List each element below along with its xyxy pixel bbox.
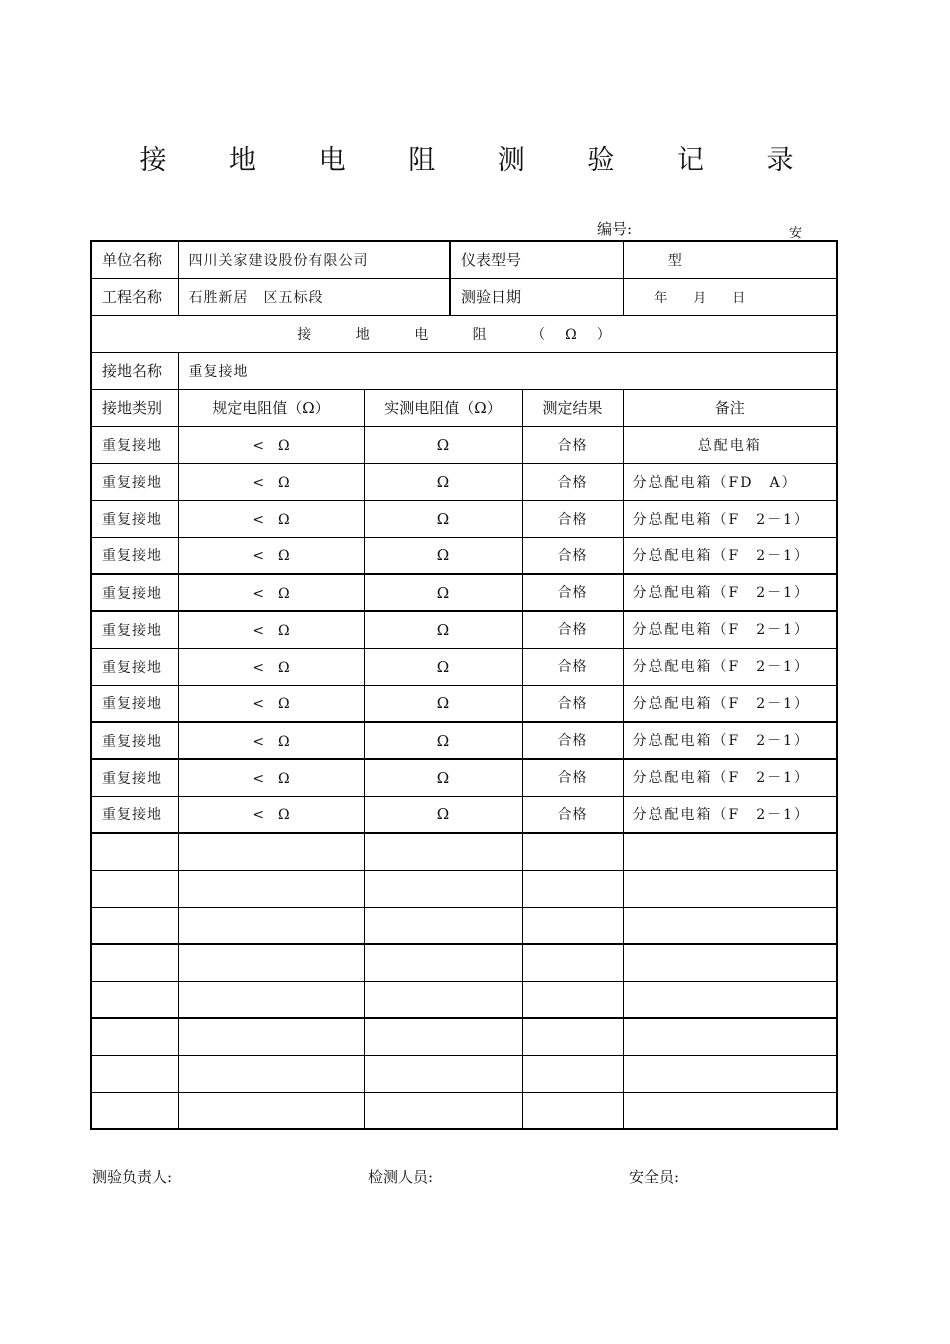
table-row	[91, 574, 837, 611]
doc-number-value: 安	[789, 226, 803, 241]
empty-cell	[623, 944, 837, 981]
empty-row	[91, 833, 837, 870]
empty-cell	[178, 944, 364, 981]
row-limit: < Ω	[178, 574, 364, 611]
page-title: 接 地 电 阻 测 验 记 录	[139, 145, 821, 176]
table-row	[91, 463, 837, 500]
col-header-measured: 实测电阻值（Ω）	[364, 389, 522, 426]
empty-cell	[623, 981, 837, 1018]
row-result: 合格	[522, 796, 623, 833]
ground-resistance-table	[90, 240, 838, 1130]
row-result: 合格	[522, 426, 623, 463]
row-result: 合格	[522, 685, 623, 722]
date-value: 年 月 日	[623, 278, 837, 315]
empty-cell	[178, 870, 364, 907]
row-result: 合格	[522, 500, 623, 537]
empty-cell	[364, 833, 522, 870]
empty-row	[91, 981, 837, 1018]
empty-cell	[91, 981, 178, 1018]
column-header-row	[91, 389, 837, 426]
row-measured: Ω	[364, 611, 522, 648]
row-limit: < Ω	[178, 537, 364, 574]
empty-cell	[91, 870, 178, 907]
empty-cell	[364, 1092, 522, 1129]
row-limit: < Ω	[178, 759, 364, 796]
empty-cell	[623, 1055, 837, 1092]
ground-name-value: 重复接地	[178, 352, 837, 389]
row-measured: Ω	[364, 500, 522, 537]
empty-row	[91, 870, 837, 907]
empty-cell	[623, 833, 837, 870]
row-result: 合格	[522, 611, 623, 648]
unit-label: 单位名称	[91, 241, 178, 278]
ground-name-row	[91, 352, 837, 389]
row-type: 重复接地	[91, 648, 178, 685]
empty-cell	[178, 907, 364, 944]
info-row-project	[91, 278, 837, 315]
empty-cell	[623, 1092, 837, 1129]
row-type: 重复接地	[91, 759, 178, 796]
row-limit: < Ω	[178, 500, 364, 537]
footer-safety: 安全员:	[629, 1168, 680, 1186]
col-header-limit: 规定电阻值（Ω）	[178, 389, 364, 426]
table-row	[91, 500, 837, 537]
empty-cell	[364, 870, 522, 907]
row-measured: Ω	[364, 537, 522, 574]
row-note: 分总配电箱（F 2－1）	[623, 648, 837, 685]
row-result: 合格	[522, 722, 623, 759]
info-row-unit	[91, 241, 837, 278]
row-result: 合格	[522, 648, 623, 685]
row-type: 重复接地	[91, 426, 178, 463]
row-type: 重复接地	[91, 611, 178, 648]
row-note: 分总配电箱（F 2－1）	[623, 759, 837, 796]
empty-cell	[178, 981, 364, 1018]
empty-cell	[522, 870, 623, 907]
row-result: 合格	[522, 463, 623, 500]
ground-name-label: 接地名称	[91, 352, 178, 389]
empty-cell	[522, 833, 623, 870]
row-type: 重复接地	[91, 796, 178, 833]
row-measured: Ω	[364, 796, 522, 833]
row-type: 重复接地	[91, 500, 178, 537]
row-limit: < Ω	[178, 722, 364, 759]
row-limit: < Ω	[178, 685, 364, 722]
doc-number-label: 编号:	[597, 220, 633, 238]
project-label: 工程名称	[91, 278, 178, 315]
empty-cell	[178, 1055, 364, 1092]
row-note: 分总配电箱（F 2－1）	[623, 574, 837, 611]
row-note: 分总配电箱（F 2－1）	[623, 611, 837, 648]
empty-cell	[91, 833, 178, 870]
row-type: 重复接地	[91, 685, 178, 722]
empty-cell	[623, 870, 837, 907]
footer-inspector: 检测人员:	[368, 1168, 434, 1186]
row-result: 合格	[522, 537, 623, 574]
empty-cell	[91, 1018, 178, 1055]
project-value: 石胜新居 区五标段	[178, 278, 450, 315]
table-row	[91, 722, 837, 759]
meter-value: 型	[623, 241, 837, 278]
empty-cell	[178, 833, 364, 870]
footer-responsible: 测验负责人:	[92, 1168, 173, 1186]
row-measured: Ω	[364, 685, 522, 722]
empty-cell	[522, 1055, 623, 1092]
date-label: 测验日期	[450, 278, 623, 315]
row-limit: < Ω	[178, 426, 364, 463]
unit-value: 四川关家建设股份有限公司	[178, 241, 450, 278]
row-measured: Ω	[364, 426, 522, 463]
empty-cell	[364, 944, 522, 981]
empty-cell	[364, 981, 522, 1018]
row-measured: Ω	[364, 648, 522, 685]
row-note: 分总配电箱（F 2－1）	[623, 500, 837, 537]
row-measured: Ω	[364, 463, 522, 500]
empty-cell	[178, 1018, 364, 1055]
empty-cell	[91, 907, 178, 944]
section-row	[91, 315, 837, 352]
row-limit: < Ω	[178, 463, 364, 500]
empty-row	[91, 907, 837, 944]
empty-cell	[522, 907, 623, 944]
table-row	[91, 796, 837, 833]
row-type: 重复接地	[91, 537, 178, 574]
empty-cell	[522, 1018, 623, 1055]
row-result: 合格	[522, 759, 623, 796]
empty-cell	[178, 1092, 364, 1129]
col-header-result: 测定结果	[522, 389, 623, 426]
empty-cell	[91, 1092, 178, 1129]
row-type: 重复接地	[91, 574, 178, 611]
empty-cell	[364, 1018, 522, 1055]
section-title: 接 地 电 阻 （Ω）	[91, 315, 837, 352]
col-header-type: 接地类别	[91, 389, 178, 426]
row-measured: Ω	[364, 759, 522, 796]
meter-label: 仪表型号	[450, 241, 623, 278]
empty-cell	[522, 944, 623, 981]
row-note: 分总配电箱（FD A）	[623, 463, 837, 500]
row-type: 重复接地	[91, 722, 178, 759]
empty-row	[91, 1055, 837, 1092]
empty-row	[91, 944, 837, 981]
row-measured: Ω	[364, 574, 522, 611]
table-row	[91, 537, 837, 574]
row-note: 分总配电箱（F 2－1）	[623, 685, 837, 722]
row-limit: < Ω	[178, 648, 364, 685]
row-note: 分总配电箱（F 2－1）	[623, 537, 837, 574]
table-row	[91, 426, 837, 463]
table-row	[91, 759, 837, 796]
empty-cell	[91, 944, 178, 981]
row-limit: < Ω	[178, 796, 364, 833]
col-header-note: 备注	[623, 389, 837, 426]
row-limit: < Ω	[178, 611, 364, 648]
empty-cell	[623, 907, 837, 944]
table-row	[91, 611, 837, 648]
empty-cell	[364, 907, 522, 944]
row-result: 合格	[522, 574, 623, 611]
row-note: 总配电箱	[623, 426, 837, 463]
empty-cell	[364, 1055, 522, 1092]
table-row	[91, 685, 837, 722]
row-note: 分总配电箱（F 2－1）	[623, 722, 837, 759]
empty-cell	[522, 1092, 623, 1129]
empty-cell	[623, 1018, 837, 1055]
empty-row	[91, 1018, 837, 1055]
empty-cell	[91, 1055, 178, 1092]
empty-cell	[522, 981, 623, 1018]
row-note: 分总配电箱（F 2－1）	[623, 796, 837, 833]
row-measured: Ω	[364, 722, 522, 759]
empty-row	[91, 1092, 837, 1129]
row-type: 重复接地	[91, 463, 178, 500]
table-row	[91, 648, 837, 685]
